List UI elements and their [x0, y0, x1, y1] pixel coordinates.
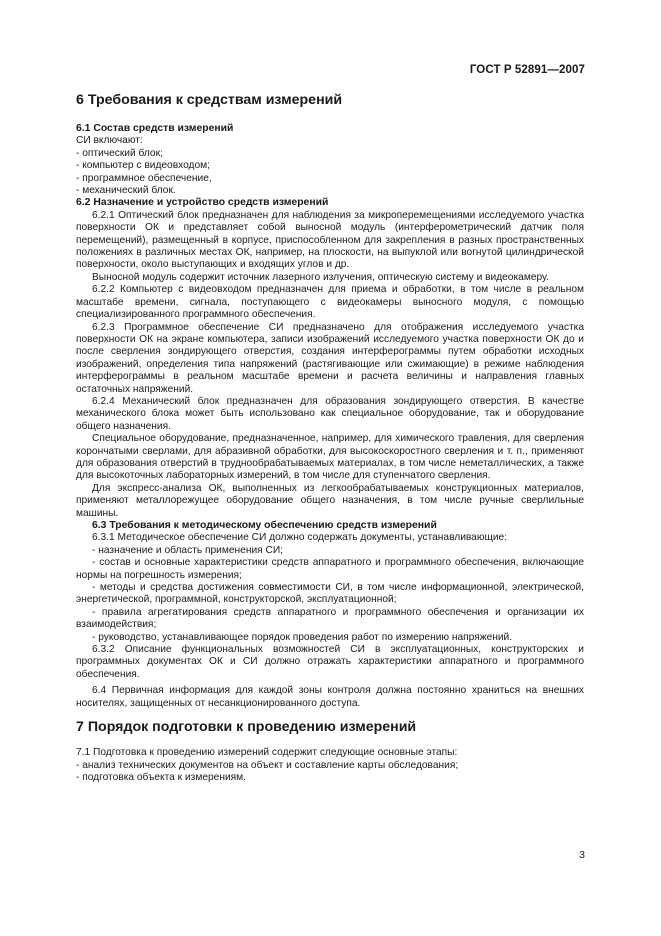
paragraph-express-analysis: Для экспресс-анализа ОК, выполненных из легкообрабатываемых конструкционных материалов, применяют металлорежущее оборудование общего назначения, в том числе ручные сверлильные машины.	[76, 482, 584, 519]
subsection-6-2-title: 6.2 Назначение и устройство средств измерений	[76, 197, 329, 209]
paragraph-special-equipment: Специальное оборудование, предназначенное, например, для химического травления, для сверления корончатыми сверлами, для абразивной обработки, для высокоскоростного сверления и т. п., применяют для образования отверстий в труднообрабатываемых материалах, в том числе неметаллических, а также для высокоточных лабораторных измерений, в том числе для ступенчатого сверления.	[76, 433, 584, 482]
list-item: - руководство, устанавливающее порядок проведения работ по измерению напряжений.	[92, 631, 513, 643]
subsection-6-1-title: 6.1 Состав средств измерений	[76, 123, 234, 134]
paragraph-6-4: 6.4 Первичная информация для каждой зоны контроля должна постоянно храниться на внешних носителях, защищенных от несанкционированного доступа.	[76, 685, 584, 709]
paragraph-6-3-2: 6.3.2 Описание функциональных возможностей СИ в эксплуатационных, конструкторских и программных документах ОК и СИ должно отражать характеристики аппаратного и программного обеспечения.	[76, 644, 584, 680]
paragraph-6-2-2: 6.2.2 Компьютер с видеовходом предназначен для приема и обработки, в том числе в реальном масштабе времени, сигнала, поступающего с видеокамеры выносного модуля, с помощью специализированного программного обеспечения.	[76, 284, 584, 321]
list-item: - назначение и область применения СИ;	[92, 544, 284, 556]
list-item: - подготовка объекта к измерениям.	[76, 771, 246, 783]
paragraph-6-2-1: 6.2.1 Оптический блок предназначен для наблюдения за микроперемещениями исследуемого участка поверхности ОК и представляет собой выносной модуль (интерферометрический датчик поля перемещений), размещенный в корпусе, приспособленном для закрепления в разных пространственных положениях в различных местах ОК, например, на плоскости, на выпуклой или вогнутой цилиндрической поверхности, около выступающих и входящих углов и др.	[76, 209, 584, 271]
list-item: - анализ технических документов на объект и составление карты обследования;	[76, 759, 459, 771]
page-content	[76, 92, 584, 784]
paragraph-7-1: 7.1 Подготовка к проведению измерений содержит следующие основные этапы:	[76, 747, 458, 759]
subsection-6-3-title: 6.3 Требования к методическому обеспечению средств измерений	[92, 520, 437, 531]
components-list	[76, 148, 584, 198]
list-item: - механический блок.	[76, 185, 176, 197]
standard-number-header: ГОСТ Р 52891—2007	[469, 64, 585, 76]
page-number: 3	[579, 849, 585, 861]
list-item: - оптический блок;	[76, 147, 163, 159]
paragraph-6-2-3: 6.2.3 Программное обеспечение СИ предназначено для отображения исследуемого участка поверхности ОК на экране компьютера, записи изображений исследуемого участка поверхности ОК до и после сверления зондирующего отверстия, создания интерферограммы путем обработки исходных изображений, определения типа напряжений (растягивающие или сжимающие) в режиме наблюдения интерферограммы в реальном масштабе времени и расчета величины и направления главных остаточных напряжений.	[76, 321, 584, 395]
list-item: - программное обеспечение,	[76, 172, 212, 184]
list-item: - состав и основные характеристики средств аппаратного и программного обеспечения, включающие нормы на погрешность измерения;	[76, 557, 584, 581]
paragraph-6-3-1: 6.3.1 Методическое обеспечение СИ должно содержать документы, устанавливающие:	[92, 532, 508, 544]
section-6-title: 6 Требования к средствам измерений	[76, 92, 343, 108]
list-item: - методы и средства достижения совместимости СИ, в том числе информационной, электрической, энергетической, программной, конструкторской, эксплуатационной;	[76, 582, 584, 606]
preparation-stages-list	[76, 760, 584, 785]
subsection-6-1-intro: СИ включают:	[76, 135, 143, 147]
list-item: - правила агрегатирования средств аппаратного и программного обеспечения и организации их взаимодействия;	[76, 606, 584, 631]
paragraph-remote-module: Выносной модуль содержит источник лазерного излучения, оптическую систему и видеокамеру.	[92, 271, 549, 283]
section-7-title: 7 Порядок подготовки к проведению измерений	[76, 719, 417, 736]
paragraph-6-2-4: 6.2.4 Механический блок предназначен для образования зондирующего отверстия. В качестве механического блока может быть использовано как специальное оборудование, так и оборудование общего назначения.	[76, 395, 584, 432]
list-item: - компьютер с видеовходом;	[76, 160, 210, 172]
methodical-docs-list	[76, 545, 584, 644]
